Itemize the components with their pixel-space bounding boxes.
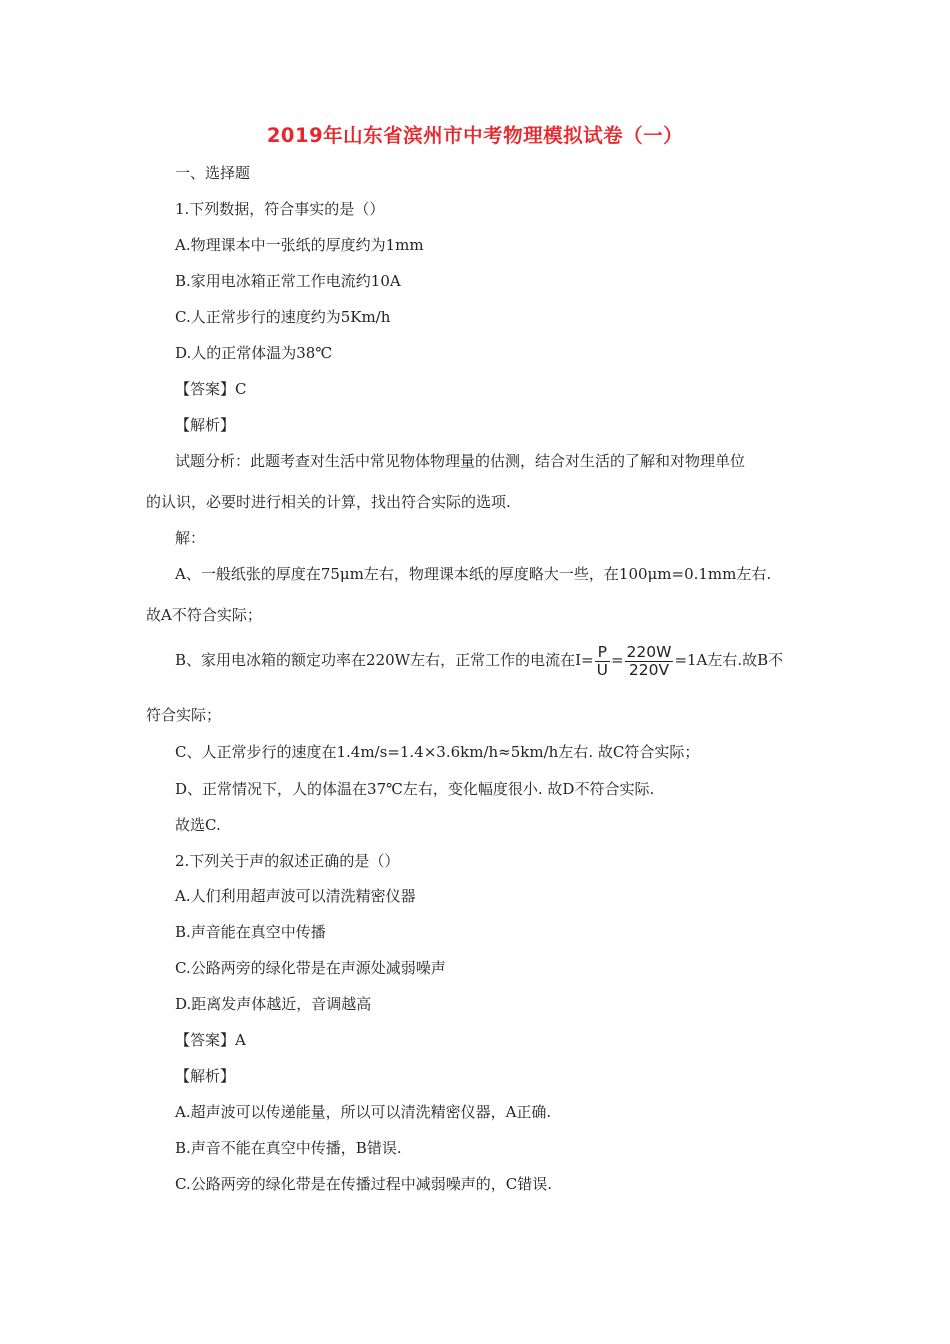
fraction-numerator: 220W	[626, 642, 672, 661]
question-1-solution-a-line-2: 故A不符合实际；	[146, 606, 262, 624]
question-2-option-b: B.声音能在真空中传播	[175, 923, 326, 941]
question-1-conclusion: 故选C.	[175, 816, 221, 834]
question-1-solution-b-line-2: 符合实际；	[146, 706, 222, 724]
question-2-answer: 【答案】A	[175, 1031, 246, 1049]
question-1-stem: 1.下列数据，符合事实的是（）	[175, 200, 385, 218]
question-1-analysis-label: 【解析】	[175, 416, 236, 434]
page-title: 2019年山东省滨州市中考物理模拟试卷（一）	[266, 124, 684, 147]
fraction-denominator: 220V	[628, 660, 670, 679]
question-1-option-b: B.家用电冰箱正常工作电流约10A	[175, 272, 401, 290]
question-1-option-a: A.物理课本中一张纸的厚度约为1mm	[175, 236, 424, 254]
solution-b-text-after: =1A左右.故B不	[674, 651, 784, 669]
question-1-solution-c: C、人正常步行的速度在1.4m/s=1.4×3.6km/h≈5km/h左右. 故C符合实际；	[175, 743, 700, 761]
fraction-numerator: P	[595, 644, 610, 662]
question-1-analysis-line-1: 试题分析：此题考查对生活中常见物体物理量的估测，结合对生活的了解和对物理单位	[175, 452, 746, 470]
question-2-option-d: D.距离发声体越近，音调越高	[175, 995, 372, 1013]
fraction-220w-over-220v	[625, 644, 674, 679]
question-1-option-d: D.人的正常体温为38℃	[175, 344, 333, 362]
question-2-analysis-label: 【解析】	[175, 1067, 236, 1085]
question-1-solution-a-line-1: A、一般纸张的厚度在75μm左右，物理课本纸的厚度略大一些，在100μm=0.1mm左右.	[175, 565, 772, 583]
question-2-solution-c: C.公路两旁的绿化带是在传播过程中减弱噪声的，C错误.	[175, 1175, 552, 1193]
question-2-stem: 2.下列关于声的叙述正确的是（）	[175, 852, 400, 870]
solution-b-text-before: B、家用电冰箱的额定功率在220W左右，正常工作的电流在I=	[175, 651, 594, 669]
question-1-solution-d: D、正常情况下，人的体温在37℃左右，变化幅度很小. 故D不符合实际.	[175, 780, 655, 798]
fraction-p-over-u	[595, 644, 610, 679]
question-1-solution-b-line-1	[175, 640, 783, 680]
question-2-option-c: C.公路两旁的绿化带是在声源处减弱噪声	[175, 959, 446, 977]
fraction-denominator: U	[596, 660, 608, 679]
question-1-answer: 【答案】C	[175, 380, 247, 398]
question-2-option-a: A.人们利用超声波可以清洗精密仪器	[175, 887, 416, 905]
question-1-jie: 解：	[175, 529, 206, 547]
question-1-option-c: C.人正常步行的速度约为5Km/h	[175, 308, 391, 326]
equals-sign: =	[610, 651, 624, 669]
section-heading: 一、选择题	[175, 164, 251, 182]
question-2-solution-b: B.声音不能在真空中传播，B错误.	[175, 1139, 402, 1157]
question-1-analysis-line-2: 的认识，必要时进行相关的计算，找出符合实际的选项.	[146, 493, 511, 511]
question-2-solution-a: A.超声波可以传递能量，所以可以清洗精密仪器，A正确.	[175, 1103, 552, 1121]
